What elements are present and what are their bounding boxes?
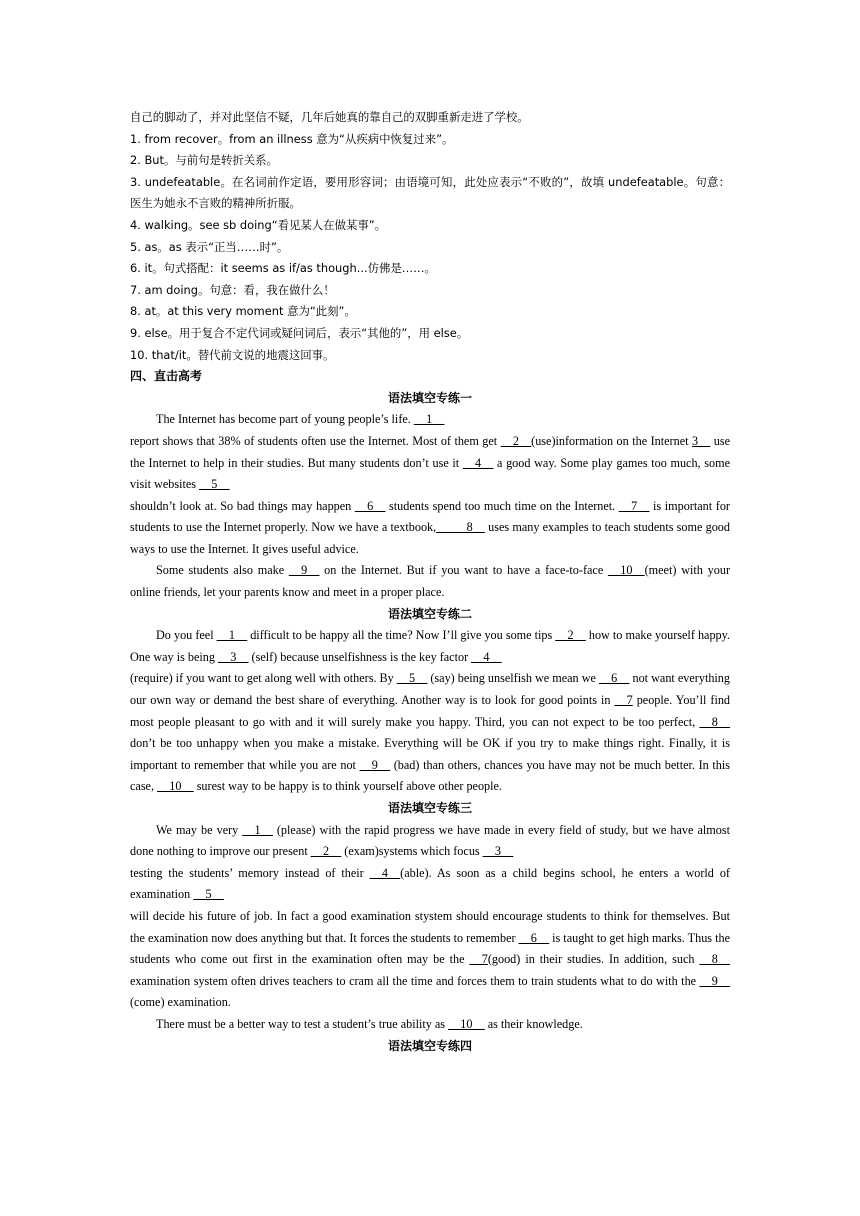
answer-blank: __8__: [699, 714, 730, 729]
passage-text: examination system often drives teachers to cram all the time and forces them to train students what to do with the: [130, 973, 700, 988]
answer-blank: __7__: [618, 498, 650, 513]
passage-text: We may be very: [156, 822, 243, 837]
answer-blank: __1__: [216, 628, 248, 643]
answer-blank: _____8__: [436, 520, 485, 535]
answer-blank: __4__: [369, 865, 401, 880]
answer-item: 2. But。与前句是转折关系。: [130, 153, 278, 168]
passage-text: report shows that 38% of students often use the Internet. Most of them get: [130, 433, 501, 448]
passage-text: (require) if you want to get along well with others. By: [130, 671, 397, 686]
answer-blank: 3__: [691, 433, 711, 448]
passage-text: (good) in their studies. In addition, such: [487, 952, 700, 967]
answer-blank: __1__: [242, 822, 273, 837]
answer-blank: __2__: [500, 433, 532, 448]
exercise-3-title: 语法填空专练三: [387, 801, 472, 815]
answer-blank: __10__: [157, 779, 194, 794]
document-page: [130, 107, 730, 1057]
passage-text: Some students also make: [156, 563, 289, 578]
passage-text: on the Internet. But if you want to have a face-to-face: [319, 563, 609, 578]
exercise-1-paragraph-2: [130, 560, 730, 603]
passage-text: testing the students’ memory instead of their: [130, 865, 370, 880]
answer-blank: __1__: [413, 412, 445, 427]
passage-text: (bad) than others, chances you have may not be much better. In this case,: [130, 757, 730, 794]
answer-blank: __6__: [598, 671, 630, 686]
answer-blank: __6__: [354, 498, 386, 513]
passage-text: There must be a better way to test a student’s true ability as: [156, 1016, 449, 1031]
answer-blank: __3__: [218, 649, 249, 664]
passage-text: not want everything our own way or demand the best share of everything. Another way is to look for good points in: [130, 671, 730, 708]
answer-item: 6. it。句式搭配：it seems as if/as though...仿佛是……。: [130, 261, 436, 276]
exercise-1-paragraph-1: [130, 409, 730, 560]
answer-blank: __9__: [699, 973, 730, 988]
passage-text: how to make yourself happy. One way is being: [130, 628, 730, 664]
answer-item: 9. else。用于复合不定代词或疑问词后，表示“其他的”，用 else。: [130, 325, 469, 340]
passage-text: Do you feel: [156, 628, 217, 643]
answer-item: 1. from recover。from an illness 意为“从疾病中恢复过来”。: [130, 131, 454, 146]
exercise-2-title: 语法填空专练二: [387, 606, 472, 621]
answer-item: 10. that/it。替代前文说的地震这回事。: [130, 347, 335, 362]
answer-blank: __9__: [359, 757, 391, 772]
answer-blank: __4__: [471, 649, 502, 664]
answer-blank: __2__: [555, 628, 586, 643]
answer-blank: __7: [614, 693, 633, 708]
answer-blank: __6__: [518, 930, 550, 945]
exercise-2-paragraph-1: [130, 625, 730, 798]
answer-intro: 自己的脚动了，并对此坚信不疑，几年后她真的靠自己的双脚重新走进了学校。: [130, 110, 529, 124]
answer-item: 8. at。at this very moment 意为“此刻”。: [130, 304, 356, 319]
answer-blank: __4__: [462, 455, 494, 470]
passage-text: (say) being unselfish we mean we: [427, 671, 599, 686]
passage-text: (self) because unselfishness is the key factor: [248, 649, 472, 664]
answer-blank: __7: [469, 952, 488, 967]
passage-text: as their knowledge.: [484, 1016, 583, 1031]
passage-text: (come) examination.: [130, 995, 231, 1010]
passage-text: will decide his future of job. In fact a good examination stystem should encourage students to think for themselves. But the examination now does anything but that. It forces the students to remember: [130, 908, 730, 945]
passage-text: students spend too much time on the Internet.: [385, 498, 619, 513]
exercise-3-paragraph-2: [130, 1014, 730, 1036]
answer-blank: __9__: [288, 563, 320, 578]
passage-text: difficult to be happy all the time? Now I’ll give you some tips: [247, 628, 556, 643]
passage-text: people. You’ll find most people pleasant to go with and it will surely make you happy. Third, you can not expect to be too perfect,: [130, 693, 731, 729]
passage-text: (please) with the rapid progress we have made in every field of study, but we have almost done nothing to improve our present: [130, 822, 730, 859]
exercise-4-title: 语法填空专练四: [387, 1038, 472, 1053]
passage-text: uses many examples to teach students some good ways to use the Internet. It gives useful advice.: [130, 520, 730, 556]
passage-text: The Internet has become part of young people’s life.: [156, 412, 414, 427]
exercise-3-paragraph-1: [130, 820, 730, 1014]
passage-text: (use)information on the Internet: [531, 433, 692, 448]
passage-text: shouldn’t look at. So bad things may happen: [130, 498, 355, 513]
answer-blank: __5__: [396, 671, 428, 686]
answer-blank: __2__: [310, 844, 342, 859]
answer-blank: __8__: [699, 952, 730, 967]
passage-text: (exam)systems which focus: [341, 844, 483, 859]
exercise-1-title: 语法填空专练一: [387, 390, 472, 405]
passage-text: use the Internet to help in their studies. But many students don’t use it: [130, 433, 730, 470]
passage-text: is taught to get high marks. Thus the students who come out first in the examination often may be the: [130, 930, 730, 967]
passage-text: (able). As soon as a child begins school, he enters a world of examination: [130, 865, 730, 902]
answer-blank: __5__: [193, 887, 224, 902]
section-heading: 四、直击高考: [130, 369, 203, 384]
answer-item: 7. am doing。句意：看，我在做什么！: [130, 282, 335, 297]
passage-text: surest way to be happy is to think yourself above other people.: [193, 779, 502, 794]
passage-text: a good way. Some play games too much, some visit websites: [130, 455, 730, 492]
passage-text: is important for students to use the Internet properly. Now we have a textbook,: [130, 498, 730, 535]
answer-blank: __10__: [608, 563, 645, 578]
answer-blank: __5__: [199, 477, 230, 492]
passage-text: (meet) with your online friends, let your parents know and meet in a proper place.: [130, 563, 731, 600]
answer-item: 3. undefeatable。在名词前作定语，要用形容词；由语境可知，此处应表示“不败的”，故填 undefeatable。句意：医生为她永不言败的精神所折服。: [130, 174, 730, 211]
answer-blank: __3__: [482, 844, 514, 859]
answer-list: [130, 129, 730, 367]
answer-item: 4. walking。see sb doing“看见某人在做某事”。: [130, 217, 387, 232]
answer-item: 5. as。as 表示“正当……时”。: [130, 239, 289, 254]
answer-blank: __10__: [448, 1016, 485, 1031]
passage-text: don’t be too unhappy when you make a mistake. Everything will be OK if you try to make things right. Finally, it is important to remember that while you are not: [130, 736, 730, 772]
